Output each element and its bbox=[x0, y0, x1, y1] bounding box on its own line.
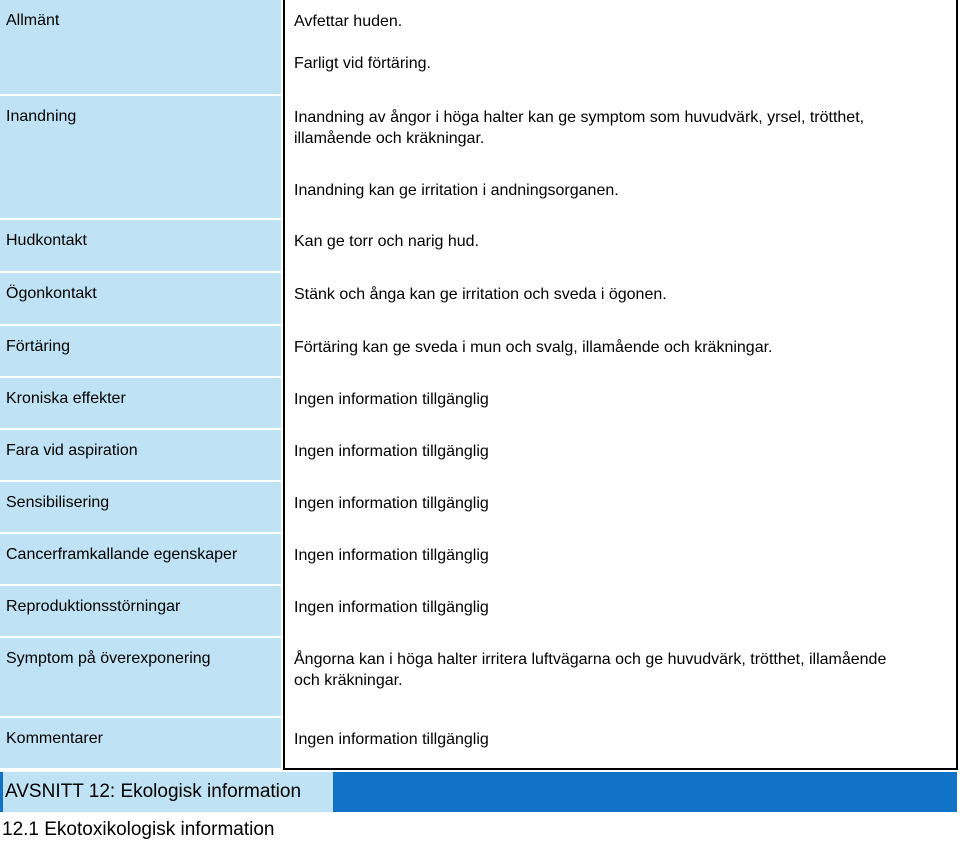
row-fortaring bbox=[0, 326, 960, 378]
value-line: Förtäring kan ge sveda i mun och svalg, illamående och kräkningar. bbox=[294, 339, 773, 356]
row-value bbox=[283, 482, 958, 534]
row-cancerframkallande bbox=[0, 534, 960, 586]
value-line: Inandning av ångor i höga halter kan ge symptom som huvudvärk, yrsel, trötthet, illamående och kräkningar. bbox=[294, 109, 865, 147]
row-label: Reproduktionsstörningar bbox=[0, 586, 281, 638]
row-value bbox=[283, 378, 958, 430]
value-line: Ångorna kan i höga halter irritera luftvägarna och ge huvudvärk, trötthet, illamående och kräkningar. bbox=[294, 651, 887, 689]
row-symptom-overexponering bbox=[0, 638, 960, 718]
row-label: Symptom på överexponering bbox=[0, 638, 281, 718]
value-line: Ingen information tillgänglig bbox=[294, 547, 489, 564]
row-value bbox=[283, 273, 958, 326]
row-kommentarer bbox=[0, 718, 960, 770]
value-line: Inandning kan ge irritation i andningsorganen. bbox=[294, 182, 619, 199]
row-value bbox=[283, 534, 958, 586]
row-value bbox=[283, 96, 958, 220]
row-kroniska-effekter bbox=[0, 378, 960, 430]
subsection-title: 12.1 Ekotoxikologisk information bbox=[2, 819, 275, 840]
value-line: Stänk och ånga kan ge irritation och sveda i ögonen. bbox=[294, 286, 667, 303]
row-label: Kommentarer bbox=[0, 718, 281, 770]
value-line: Avfettar huden. bbox=[294, 13, 403, 30]
value-line: Ingen information tillgänglig bbox=[294, 731, 489, 748]
row-allmant bbox=[0, 0, 960, 96]
row-label: Fara vid aspiration bbox=[0, 430, 281, 482]
value-line: Ingen information tillgänglig bbox=[294, 391, 489, 408]
row-value bbox=[283, 638, 958, 718]
row-label: Ögonkontakt bbox=[0, 273, 281, 326]
row-sensibilisering bbox=[0, 482, 960, 534]
value-line: Ingen information tillgänglig bbox=[294, 599, 489, 616]
row-label: Hudkontakt bbox=[0, 220, 281, 273]
row-label: Förtäring bbox=[0, 326, 281, 378]
row-fara-vid-aspiration bbox=[0, 430, 960, 482]
value-line: Ingen information tillgänglig bbox=[294, 495, 489, 512]
row-value bbox=[283, 326, 958, 378]
row-value bbox=[283, 430, 958, 482]
row-value bbox=[283, 586, 958, 638]
section-title: AVSNITT 12: Ekologisk information bbox=[3, 772, 333, 812]
row-label: Allmänt bbox=[0, 0, 281, 96]
row-reproduktionsstorningar bbox=[0, 586, 960, 638]
row-value bbox=[283, 0, 958, 96]
row-inandning bbox=[0, 96, 960, 220]
row-label: Sensibilisering bbox=[0, 482, 281, 534]
row-label: Inandning bbox=[0, 96, 281, 220]
value-line: Kan ge torr och narig hud. bbox=[294, 233, 480, 250]
value-line: Ingen information tillgänglig bbox=[294, 443, 489, 460]
row-value bbox=[283, 718, 958, 770]
row-ogonkontakt bbox=[0, 273, 960, 326]
row-label: Cancerframkallande egenskaper bbox=[0, 534, 281, 586]
section-header-bar bbox=[0, 772, 957, 812]
row-label: Kroniska effekter bbox=[0, 378, 281, 430]
value-line: Farligt vid förtäring. bbox=[294, 55, 431, 72]
row-hudkontakt bbox=[0, 220, 960, 273]
row-value bbox=[283, 220, 958, 273]
